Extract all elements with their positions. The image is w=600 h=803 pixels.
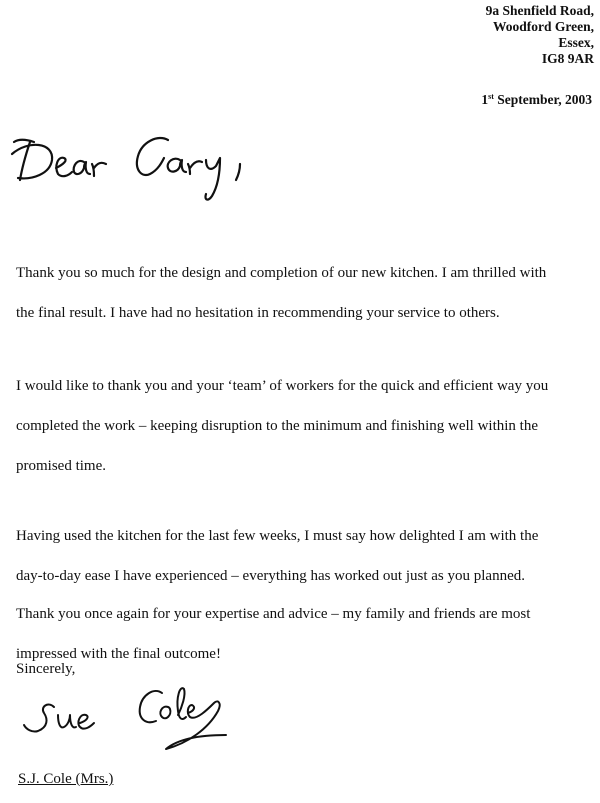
text-line: impressed with the final outcome! [16, 646, 221, 662]
text-line: Thank you so much for the design and completion of our new kitchen. I am thrilled with [16, 265, 547, 281]
signer-name: S.J. Cole (Mrs.) [18, 771, 114, 787]
address-line: IG8 9AR [541, 51, 594, 66]
text-line: promised time. [16, 458, 106, 474]
date-suffix: st [488, 92, 494, 101]
paragraph-1 [16, 253, 596, 333]
text-line: completed the work – keeping disruption to the minimum and finishing well within the [16, 418, 539, 434]
sender-address [486, 3, 594, 67]
date-rest: September, 2003 [493, 92, 592, 107]
handwritten-signature [18, 677, 248, 757]
letter-date [481, 92, 592, 108]
text-line: Having used the kitchen for the last few weeks, I must say how delighted I am with the [16, 528, 539, 544]
address-line: 9a Shenfield Road, [485, 3, 594, 18]
address-line: Essex, [558, 35, 594, 50]
paragraph-3 [16, 516, 596, 596]
text-line: I would like to thank you and your ‘team’ of workers for the quick and efficient way you [16, 378, 549, 394]
closing: Sincerely, [16, 661, 76, 677]
text-line: the final result. I have had no hesitation in recommending your service to others. [16, 305, 500, 321]
handwritten-salutation [8, 118, 268, 208]
text-line: Thank you once again for your expertise and advice – my family and friends are most [16, 606, 531, 622]
paragraph-2 [16, 366, 596, 486]
address-line: Woodford Green, [493, 19, 594, 34]
paragraph-4 [16, 594, 596, 674]
date-day: 1 [481, 92, 489, 107]
text-line: day-to-day ease I have experienced – everything has worked out just as you planned. [16, 568, 525, 584]
